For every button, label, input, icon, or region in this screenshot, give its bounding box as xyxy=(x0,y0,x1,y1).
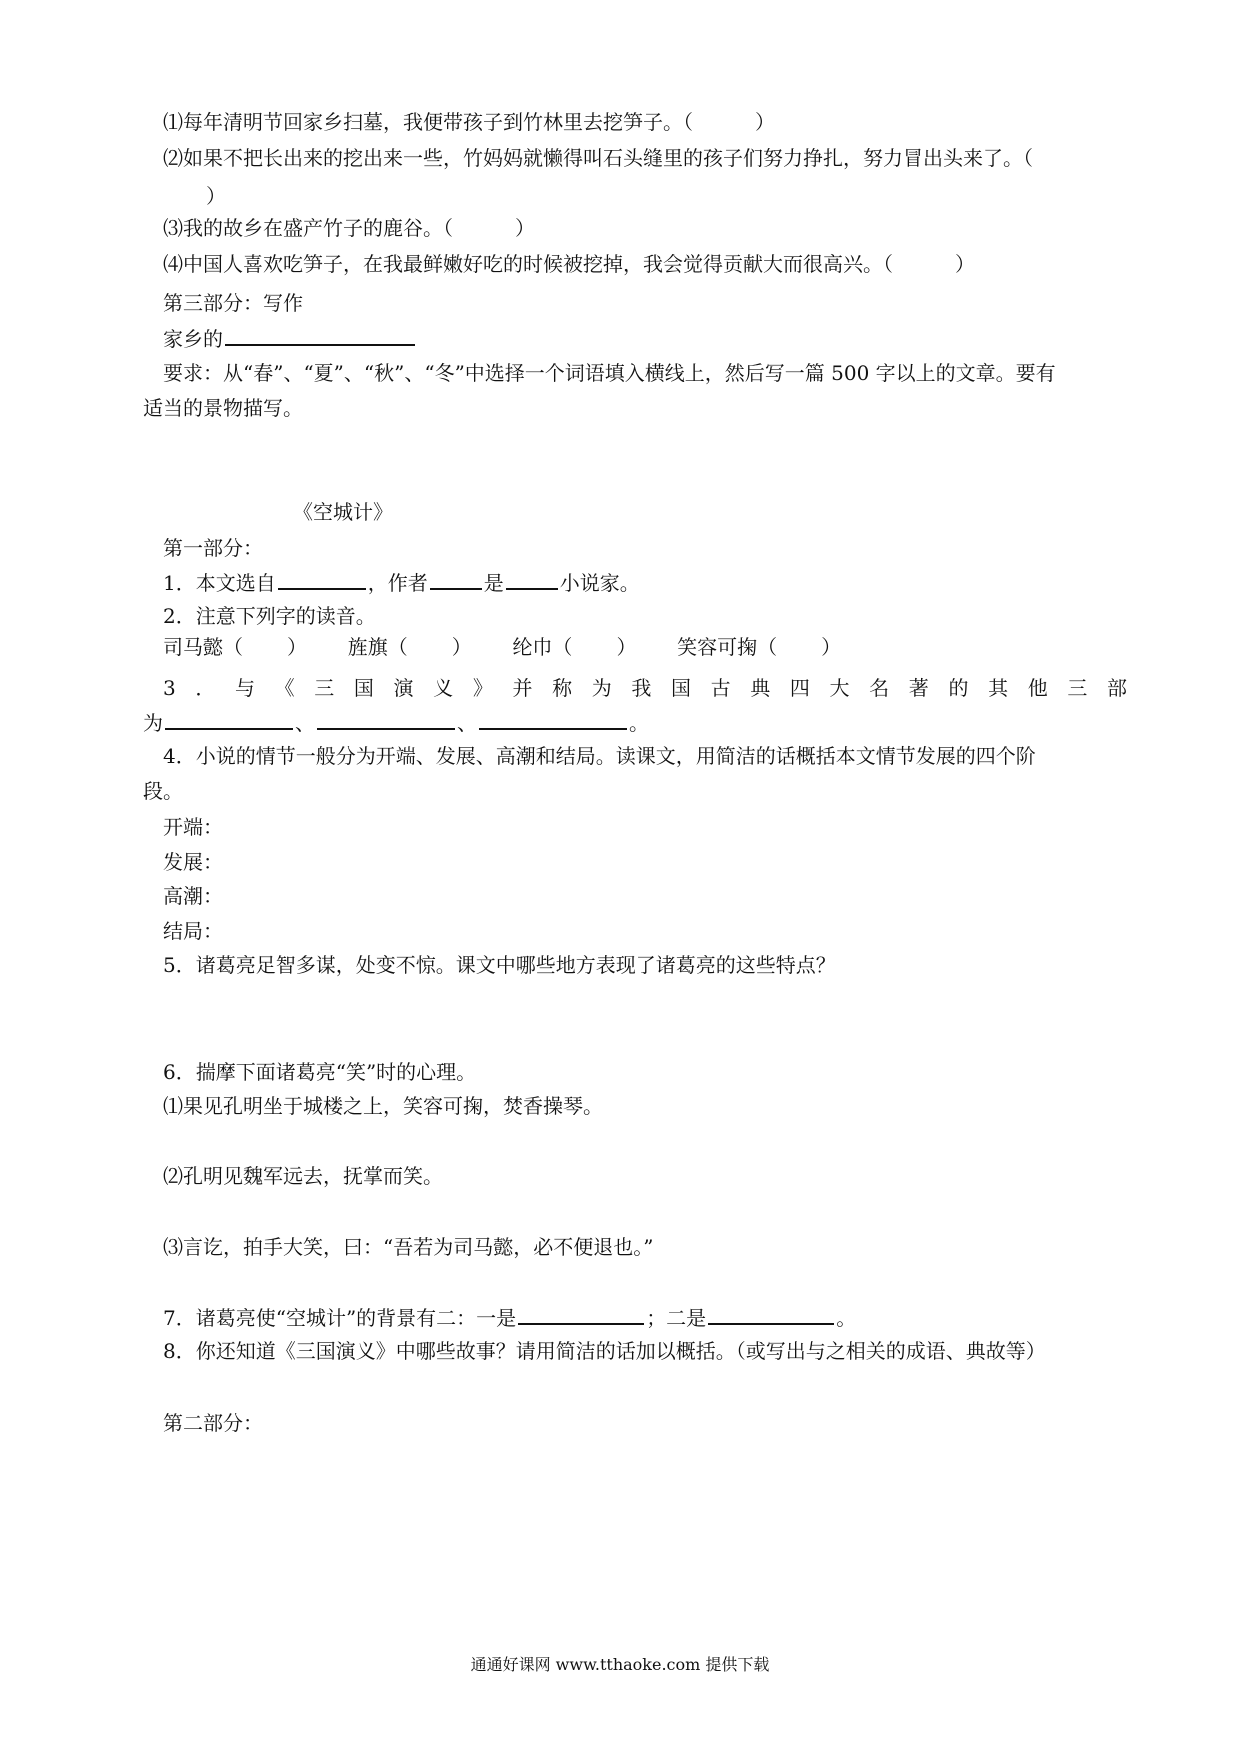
paren-close: ） xyxy=(821,635,842,659)
background-blank-1[interactable] xyxy=(518,1303,644,1325)
pronoun-item-4 xyxy=(163,250,975,278)
part2-heading: 第二部分： xyxy=(163,1411,263,1435)
part1-heading: 第一部分： xyxy=(163,536,263,560)
paren-close: ） xyxy=(451,635,472,659)
writing-title-line xyxy=(163,324,417,353)
stage-development: 发展： xyxy=(163,850,223,874)
title-prefix: 家乡的 xyxy=(163,327,223,351)
sep: 、 xyxy=(295,711,315,735)
question-6: 6．揣摩下面诸葛亮“笑”时的心理。 xyxy=(163,1060,477,1084)
question-6-item-2: ⑵孔明见魏军远去，抚掌而笑。 xyxy=(163,1164,443,1188)
period: 。 xyxy=(629,711,649,735)
stage-ending: 结局： xyxy=(163,919,223,943)
question-3-line-1: 3．与《三国演义》并称为我国古典四大名著的其他三部 xyxy=(163,676,1127,700)
writing-requirement-1: 要求：从“春”、“夏”、“秋”、“冬”中选择一个词语填入横线上，然后写一篇 500 字以上的文章。要有 xyxy=(163,361,1056,385)
paren-close: ） xyxy=(287,635,307,659)
author-blank[interactable] xyxy=(430,568,482,590)
writing-heading: 第三部分：写作 xyxy=(163,291,303,315)
source-blank[interactable] xyxy=(278,568,366,590)
writing-requirement-2: 适当的景物描写。 xyxy=(143,396,303,420)
paren-close: ） xyxy=(206,184,226,208)
novel-blank-1[interactable] xyxy=(165,708,293,730)
question-1 xyxy=(163,568,640,597)
q1-text-c: 是 xyxy=(483,571,504,595)
sep: 、 xyxy=(457,711,477,735)
q3-prefix: 为 xyxy=(143,711,163,735)
background-blank-2[interactable] xyxy=(708,1303,834,1325)
question-4-line-2: 段。 xyxy=(143,779,183,803)
question-7 xyxy=(163,1303,856,1332)
q1-text-a: 1．本文选自 xyxy=(163,571,276,595)
pronoun-item-1 xyxy=(163,108,775,136)
stage-climax: 高潮： xyxy=(163,884,223,908)
q7-text-c: 。 xyxy=(836,1306,857,1330)
question-3-line-2 xyxy=(143,708,649,737)
q7-text-a: 7．诸葛亮使“空城计”的背景有二：一是 xyxy=(163,1306,517,1330)
pronoun-item-2-close xyxy=(206,182,226,210)
q1-text-b: ，作者 xyxy=(367,571,428,595)
novel-blank-3[interactable] xyxy=(479,708,627,730)
question-6-item-3: ⑶言讫，拍手大笑，曰：“吾若为司马懿，必不便退也。” xyxy=(163,1235,654,1259)
stage-start: 开端： xyxy=(163,815,223,839)
paren-close: ） xyxy=(755,110,775,134)
question-5: 5．诸葛亮足智多谋，处变不惊。课文中哪些地方表现了诸葛亮的这些特点？ xyxy=(163,953,836,977)
pronoun-item-2 xyxy=(163,144,1033,172)
item-text: ⑷中国人喜欢吃笋子，在我最鲜嫩好吃的时候被挖掉，我会觉得贡献大而很高兴。（ xyxy=(163,252,893,276)
item-text: ⑶我的故乡在盛产竹子的鹿谷。（ xyxy=(163,216,453,240)
q7-text-b: ；二是 xyxy=(646,1306,707,1330)
title-blank[interactable] xyxy=(225,324,415,346)
dynasty-blank[interactable] xyxy=(506,568,558,590)
item-text: ⑴每年清明节回家乡扫墓，我便带孩子到竹林里去挖笋子。（ xyxy=(163,110,693,134)
paren-close: ） xyxy=(616,635,637,659)
item-text: ⑵如果不把长出来的挖出来一些，竹妈妈就懒得叫石头缝里的孩子们努力挣扎，努力冒出头来了。（ xyxy=(163,146,1033,170)
footer-source: 通通好课网 www.tthaoke.com 提供下载 xyxy=(470,1655,770,1674)
word-1: 司马懿（ xyxy=(163,635,243,659)
word-2: 旌旗（ xyxy=(347,635,408,659)
lesson-title: 《空城计》 xyxy=(293,500,393,524)
paren-close: ） xyxy=(955,252,975,276)
question-6-item-1: ⑴果见孔明坐于城楼之上，笑容可掬，焚香操琴。 xyxy=(163,1094,603,1118)
question-2-words xyxy=(163,633,841,661)
word-3: 纶巾（ xyxy=(512,635,573,659)
word-4: 笑容可掬（ xyxy=(677,635,778,659)
q1-text-d: 小说家。 xyxy=(559,571,640,595)
novel-blank-2[interactable] xyxy=(317,708,455,730)
question-8: 8．你还知道《三国演义》中哪些故事？请用简洁的话加以概括。（或写出与之相关的成语、典故等） xyxy=(163,1339,1046,1363)
question-4-line-1: 4．小说的情节一般分为开端、发展、高潮和结局。读课文，用简洁的话概括本文情节发展的四个阶 xyxy=(163,744,1036,768)
question-2: 2．注意下列字的读音。 xyxy=(163,604,376,628)
pronoun-item-3 xyxy=(163,214,535,242)
paren-close: ） xyxy=(515,216,535,240)
